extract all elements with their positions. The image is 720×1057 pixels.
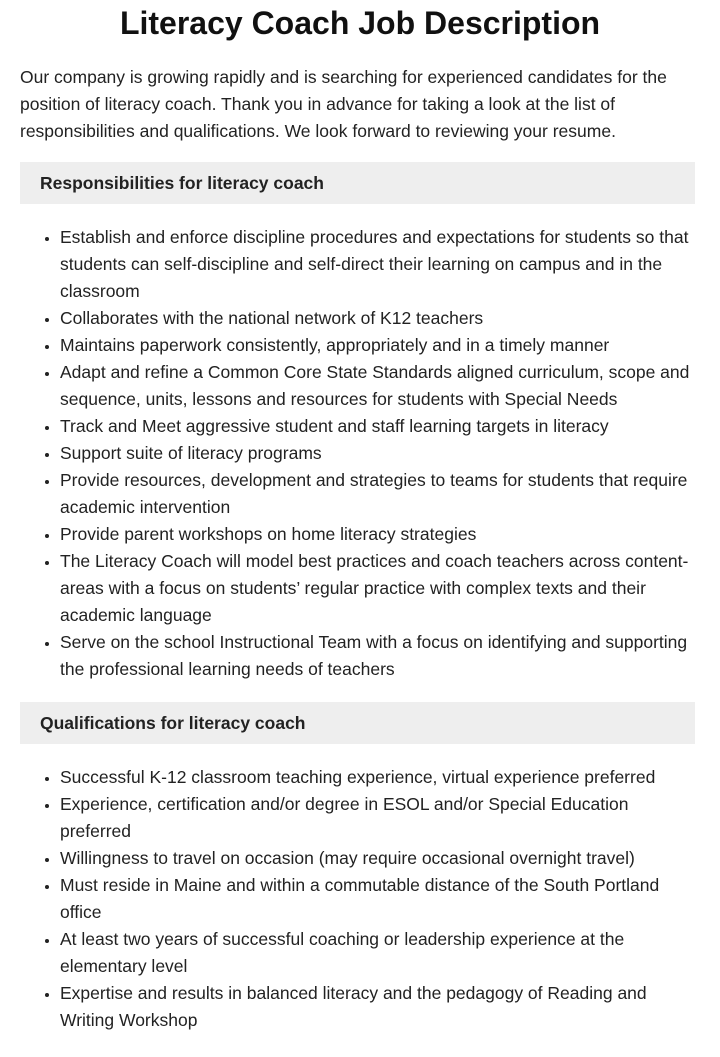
responsibilities-heading: Responsibilities for literacy coach	[20, 162, 695, 204]
page-title: Literacy Coach Job Description	[119, 5, 601, 41]
qualifications-list	[0, 764, 720, 1034]
list-item: • Maintains paperwork consistently, appropriately and in a timely manner	[60, 332, 695, 359]
list-item: • Successful K-12 classroom teaching experience, virtual experience preferred	[60, 764, 695, 791]
list-item: • Serve on the school Instructional Team with a focus on identifying and supporting the professional learning needs of teachers	[60, 629, 695, 683]
list-item: • The Literacy Coach will model best practices and coach teachers across content-areas with a focus on students’ regular practice with complex texts and their academic language	[60, 548, 695, 629]
responsibilities-list	[0, 224, 720, 683]
list-item: • Expertise and results in balanced literacy and the pedagogy of Reading and Writing Workshop	[60, 980, 695, 1034]
list-item: • Willingness to travel on occasion (may require occasional overnight travel)	[60, 845, 695, 872]
list-item: • Provide resources, development and strategies to teams for students that require academic intervention	[60, 467, 695, 521]
list-item: • Experience, certification and/or degree in ESOL and/or Special Education preferred	[60, 791, 695, 845]
list-item: • Track and Meet aggressive student and staff learning targets in literacy	[60, 413, 695, 440]
list-item: • Support suite of literacy programs	[60, 440, 695, 467]
list-item: • Collaborates with the national network of K12 teachers	[60, 305, 695, 332]
intro-paragraph: Our company is growing rapidly and is searching for experienced candidates for the position of literacy coach. Thank you in advance for taking a look at the list of responsibilities and qualifications. We look forward to reviewing your resume.	[20, 67, 667, 141]
list-item: • Provide parent workshops on home literacy strategies	[60, 521, 695, 548]
list-item: • Adapt and refine a Common Core State Standards aligned curriculum, scope and sequence, units, lessons and resources for students with Special Needs	[60, 359, 695, 413]
list-item: • At least two years of successful coaching or leadership experience at the elementary level	[60, 926, 695, 980]
list-item: • Must reside in Maine and within a commutable distance of the South Portland office	[60, 872, 695, 926]
list-item: • Establish and enforce discipline procedures and expectations for students so that students can self-discipline and self-direct their learning on campus and in the classroom	[60, 224, 695, 305]
qualifications-heading: Qualifications for literacy coach	[20, 702, 695, 744]
